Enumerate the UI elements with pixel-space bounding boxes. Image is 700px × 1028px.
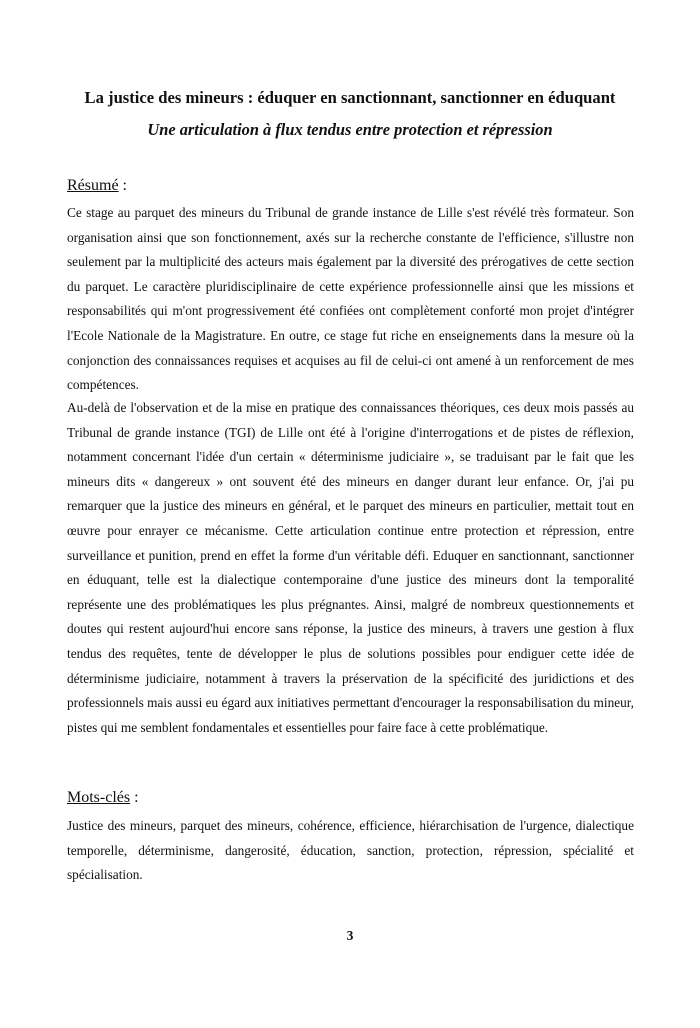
keywords-text: Justice des mineurs, parquet des mineurs, cohérence, efficience, hiérarchisation de l'urgence, dialectique temporelle, déterminisme, dangerosité, éducation, sanction, protection, répression, spécialité et spécialisation. xyxy=(67,818,634,883)
resume-paragraph-1: Ce stage au parquet des mineurs du Tribunal de grande instance de Lille s'est révélé très formateur. Son organisation ainsi que son fonctionnement, axés sur la recherche constante de l'efficience, s'illustre non seulement par la multiplicité des acteurs mais également par la diversité des prérogatives de cette section du parquet. Le caractère pluridisciplinaire de cette expérience professionnelle ainsi que les missions et responsabilités qui m'ont progressivement été confiées ont complètement conforté mon projet d'intégrer l'Ecole Nationale de la Magistrature. En outre, ce stage fut riche en enseignements dans la mesure où la conjonction des connaissances requises et acquises au fil de celui-ci ont amené à un renforcement de mes compétences. xyxy=(67,205,634,393)
keywords-heading xyxy=(67,787,139,809)
keywords-heading-label: Mots-clés xyxy=(67,789,131,806)
keywords-heading-colon: : xyxy=(130,789,139,806)
resume-heading xyxy=(67,175,127,197)
page-number: 3 xyxy=(346,928,354,943)
document-title: La justice des mineurs : éduquer en sanctionnant, sanctionner en éduquant xyxy=(84,88,616,107)
resume-heading-label: Résumé xyxy=(67,177,119,194)
resume-heading-colon: : xyxy=(118,177,127,194)
document-subtitle: Une articulation à flux tendus entre protection et répression xyxy=(147,120,553,139)
resume-paragraph-2: Au-delà de l'observation et de la mise en pratique des connaissances théoriques, ces deux mois passés au Tribunal de grande instance (TGI) de Lille ont été à l'origine d'interrogations et de pistes de réflexion, notamment concernant l'idée d'un certain « déterminisme judiciaire », se traduisant par le fait que les mineurs dits « dangereux » ont souvent été des mineurs en danger durant leur enfance. Or, j'ai pu remarquer que la justice des mineurs en général, et le parquet des mineurs en particulier, mettait tout en œuvre pour enrayer ce mécanisme. Cette articulation continue entre protection et répression, entre surveillance et punition, prend en effet la forme d'un véritable défi. Eduquer en sanctionnant, sanctionner en éduquant, telle est la dialectique contemporaine d'une justice des mineurs dont la temporalité représente une des problématiques les plus prégnantes. Ainsi, malgré de nombreux questionnements et doutes qui restent aujourd'hui encore sans réponse, la justice des mineurs, à travers une gestion à flux tendus des requêtes, tente de développer le plus de solutions possibles pour endiguer cette idée de déterminisme judiciaire, notamment à travers la préservation de la spécificité des juridictions et des professionnels mais aussi eu égard aux initiatives permettant d'encourager la responsabilisation du mineur, pistes qui me semblent fondamentales et essentielles pour faire face à cette problématique. xyxy=(67,400,634,735)
